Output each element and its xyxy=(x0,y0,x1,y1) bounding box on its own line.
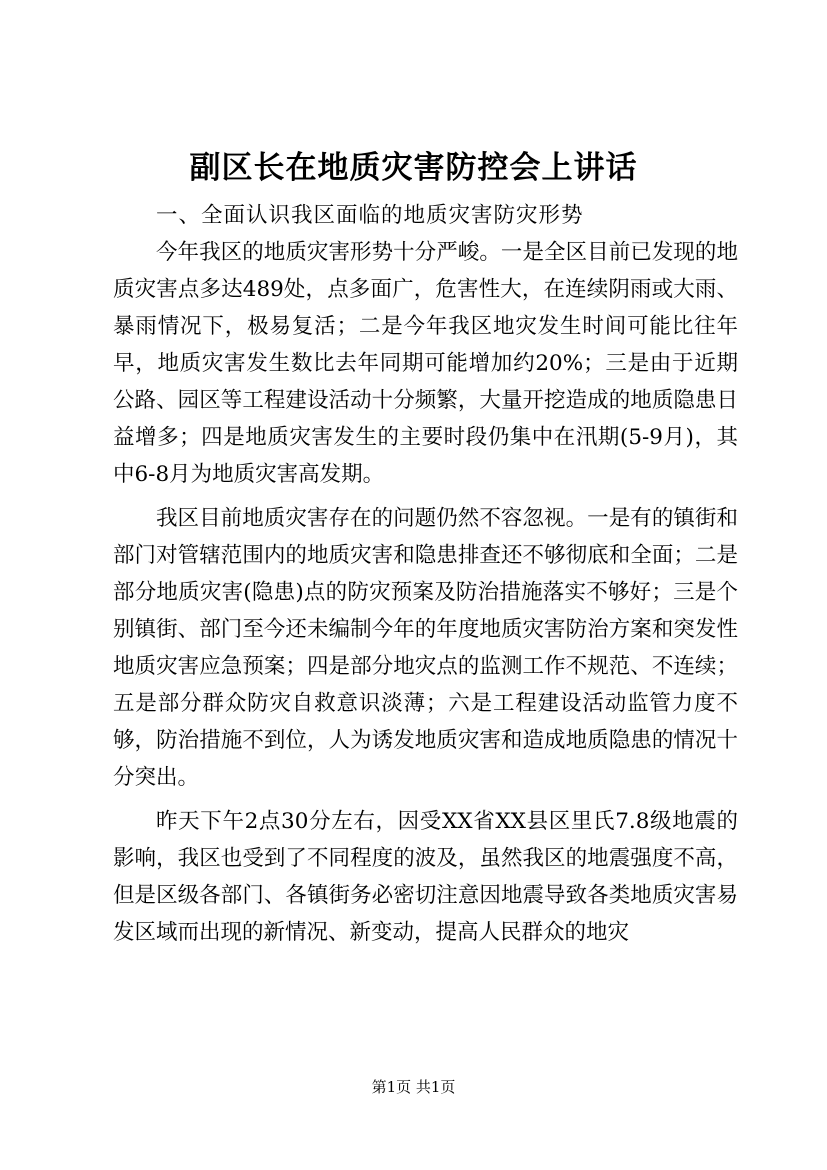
paragraph-earthquake: 昨天下午2点30分左右，因受XX省XX县区里氏7.8级地震的影响，我区也受到了不同程度的波及，虽然我区的地震强度不高，但是区级各部门、各镇街务必密切注意因地震导致各类地质灾害易发区域而出现的新情况、新变动，提高人民群众的地灾 xyxy=(113,809,738,945)
page-footer: 第1页 共1页 xyxy=(371,1078,456,1096)
section-heading: 一、全面认识我区面临的地质灾害防灾形势 xyxy=(156,203,584,228)
paragraph-situation: 今年我区的地质灾害形势十分严峻。一是全区目前已发现的地质灾害点多达489处，点多面广，危害性大，在连续阴雨或大雨、暴雨情况下，极易复活；二是今年我区地灾发生时间可能比往年早，地质灾害发生数比去年同期可能增加约20%；三是由于近期公路、园区等工程建设活动十分频繁，大量开挖造成的地质隐患日益增多；四是地质灾害发生的主要时段仍集中在汛期(5-9月)，其中6-8月为地质灾害高发期。 xyxy=(113,240,738,487)
document-title: 副区长在地质灾害防控会上讲话 xyxy=(189,150,638,186)
document-body xyxy=(113,197,738,958)
paragraph-problems: 我区目前地质灾害存在的问题仍然不容忽视。一是有的镇街和部门对管辖范围内的地质灾害和隐患排查还不够彻底和全面；二是部分地质灾害(隐患)点的防灾预案及防治措施落实不够好；三是个别镇街、部门至今还未编制今年的年度地质灾害防治方案和突发性地质灾害应急预案；四是部分地灾点的监测工作不规范、不连续；五是部分群众防灾自救意识淡薄；六是工程建设活动监管力度不够，防治措施不到位，人为诱发地质灾害和造成地质隐患的情况十分突出。 xyxy=(113,506,738,790)
